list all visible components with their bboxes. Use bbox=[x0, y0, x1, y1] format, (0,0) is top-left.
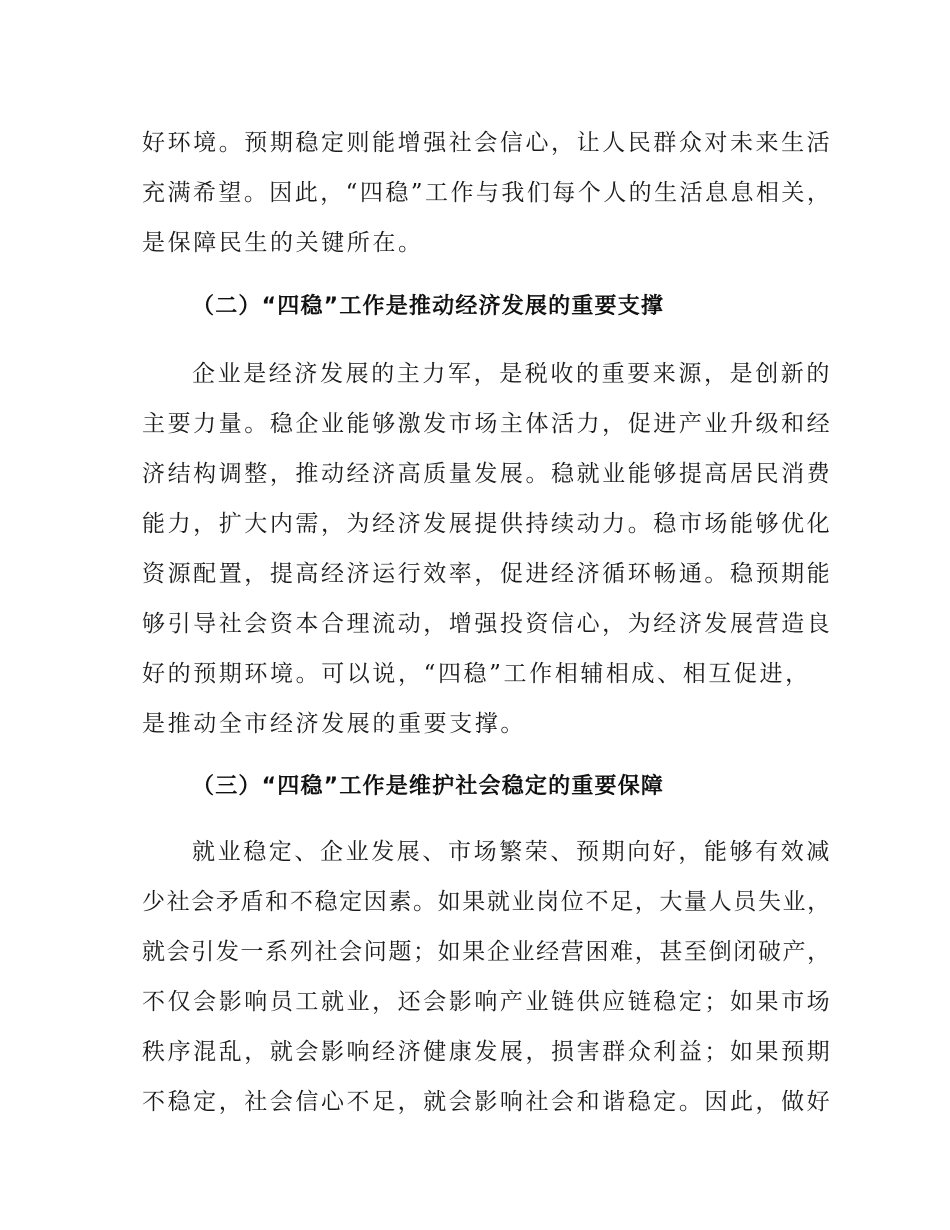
paragraph-3-line-5: 秩序混乱，就会影响经济健康发展，损害群众利益；如果预期 bbox=[142, 1039, 833, 1065]
paragraph-2-line-4: 能力，扩大内需，为经济发展提供持续动力。稳市场能够优化 bbox=[142, 511, 833, 537]
paragraph-3-line-4: 不仅会影响员工就业，还会影响产业链供应链稳定；如果市场 bbox=[142, 989, 833, 1015]
paragraph-1-line-1: 好环境。预期稳定则能增强社会信心，让人民群众对未来生活 bbox=[142, 130, 833, 156]
paragraph-2-line-3: 济结构调整，推动经济高质量发展。稳就业能够提高居民消费 bbox=[142, 461, 833, 487]
paragraph-3-line-6: 不稳定，社会信心不足，就会影响社会和谐稳定。因此，做好 bbox=[142, 1089, 833, 1115]
paragraph-2-line-2: 主要力量。稳企业能够激发市场主体活力，促进产业升级和经 bbox=[142, 411, 833, 437]
paragraph-2-line-5: 资源配置，提高经济运行效率，促进经济循环畅通。稳预期能 bbox=[142, 561, 833, 587]
paragraph-1-line-2: 充满希望。因此，“四稳”工作与我们每个人的生活息息相关， bbox=[142, 180, 833, 206]
paragraph-2-line-7: 好的预期环境。可以说，“四稳”工作相辅相成、相互促进， bbox=[142, 661, 811, 687]
paragraph-3-line-3: 就会引发一系列社会问题；如果企业经营困难，甚至倒闭破产， bbox=[142, 939, 832, 965]
paragraph-2-line-8: 是推动全市经济发展的重要支撑。 bbox=[142, 711, 526, 737]
section-heading-2: （二）“四稳”工作是推动经济发展的重要支撑 bbox=[192, 294, 665, 319]
paragraph-3-line-2: 少社会矛盾和不稳定因素。如果就业岗位不足，大量人员失业， bbox=[142, 889, 832, 915]
section-heading-3: （三）“四稳”工作是维护社会稳定的重要保障 bbox=[192, 774, 665, 799]
paragraph-2-line-6: 够引导社会资本合理流动，增强投资信心，为经济发展营造良 bbox=[142, 611, 833, 637]
paragraph-1-line-3: 是保障民生的关键所在。 bbox=[142, 230, 424, 256]
paragraph-2-line-1: 企业是经济发展的主力军，是税收的重要来源，是创新的 bbox=[192, 361, 832, 387]
paragraph-3-line-1: 就业稳定、企业发展、市场繁荣、预期向好，能够有效减 bbox=[192, 839, 832, 865]
